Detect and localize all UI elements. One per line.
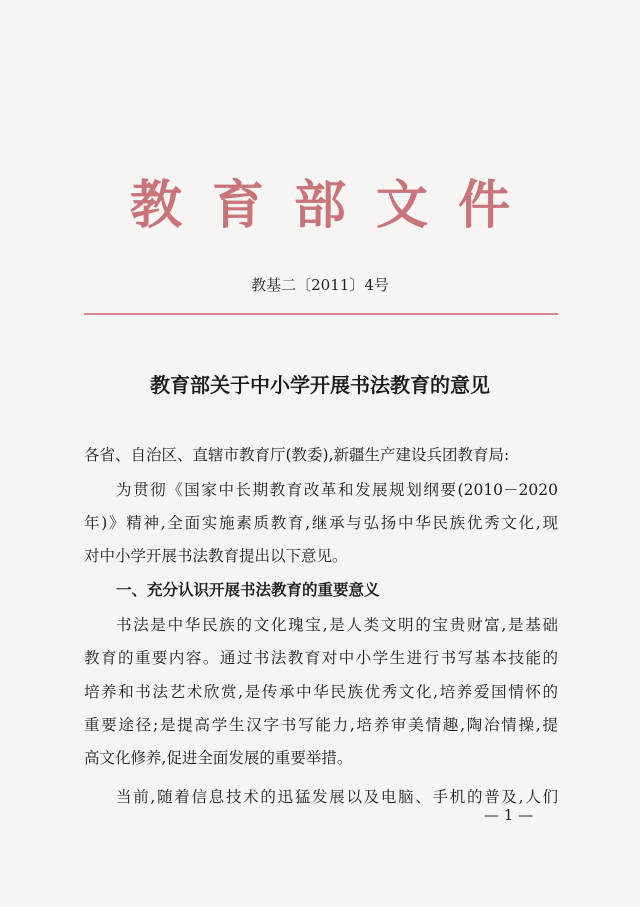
page-number: — 1 — [484, 806, 534, 824]
paragraph-line: 培养和书法艺术欣赏,是传承中华民族优秀文化,培养爱国情怀的 [84, 683, 558, 701]
paragraph-line: 高文化修养,促进全面发展的重要举措。 [84, 749, 353, 767]
document-title: 教育部关于中小学开展书法教育的意见 [150, 373, 490, 397]
paragraph-line: 年)》精神,全面实施素质教育,继承与弘扬中华民族优秀文化,现 [84, 514, 558, 532]
addressee-line: 各省、自治区、直辖市教育厅(教委),新疆生产建设兵团教育局: [84, 446, 510, 464]
paragraph-line: 为贯彻《国家中长期教育改革和发展规划纲要(2010－2020 [116, 481, 558, 499]
section-heading: 一、充分认识开展书法教育的重要意义 [116, 580, 380, 599]
paragraph-line: 对中小学开展书法教育提出以下意见。 [84, 547, 348, 565]
red-divider-line [84, 313, 558, 315]
document-number: 教基二〔2011〕4号 [251, 276, 389, 294]
paragraph-line: 重要途径;是提高学生汉字书写能力,培养审美情趣,陶冶情操,提 [84, 716, 558, 734]
masthead: 教育部文件 [129, 175, 540, 236]
paragraph-line: 书法是中华民族的文化瑰宝,是人类文明的宝贵财富,是基础 [116, 616, 558, 634]
paragraph-line: 当前,随着信息技术的迅猛发展以及电脑、手机的普及,人们 [116, 788, 558, 806]
paragraph-line: 教育的重要内容。通过书法教育对中小学生进行书写基本技能的 [84, 649, 558, 667]
